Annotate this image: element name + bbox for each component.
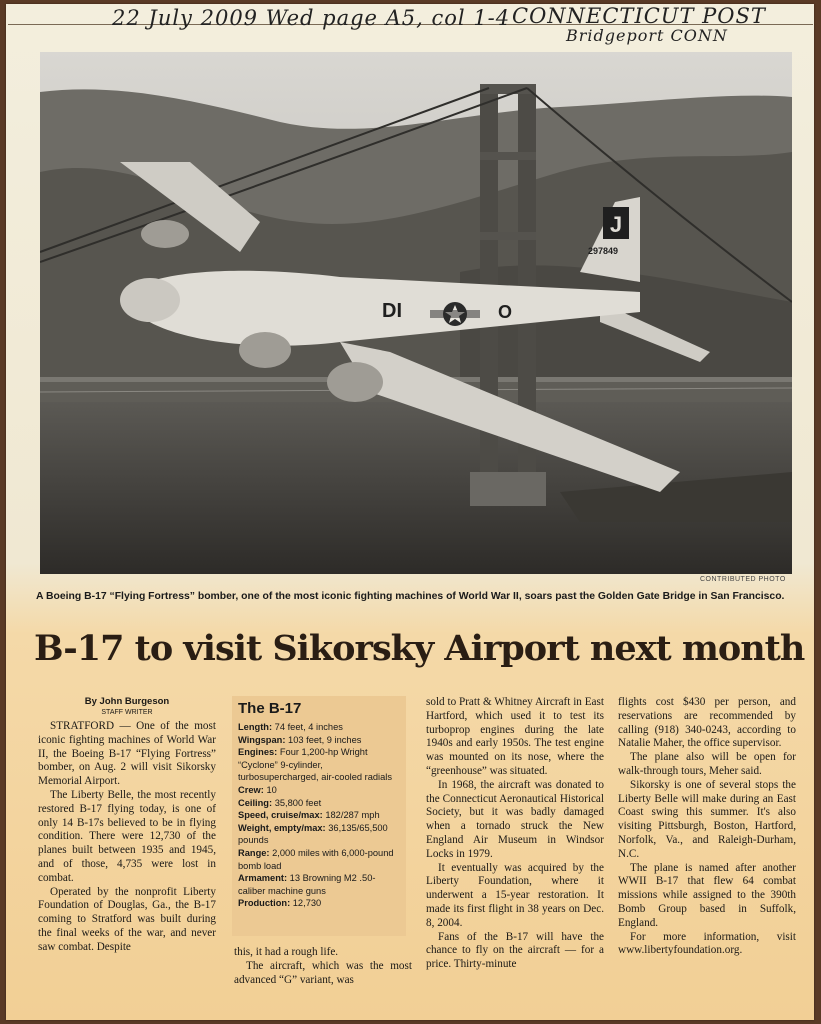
article-paragraph: The Liberty Belle, the most recently restored B-17 flying today, is one of only 14 B-17s believed to be in flying condition. There were 12,730 of the planes built between 1935 and 1945, and of those, 4,735 were lost in combat.: [38, 788, 216, 884]
spec-value: 10: [266, 784, 277, 795]
article-paragraph: Fans of the B-17 will have the chance to fly on the aircraft — for a price. Thirty-minute: [426, 930, 604, 971]
article-paragraph: In 1968, the aircraft was donated to the Connecticut Aeronautical Historical Society, but it was badly damaged when a tornado struck the New England Air Museum in Windsor Locks in 1979.: [426, 778, 604, 860]
spec-label: Wingspan:: [238, 734, 286, 745]
article-paragraph: flights cost $430 per person, and reservations are recommended by calling (918) 340-0243, according to Natalie Maher, the office supervisor.: [618, 696, 796, 750]
spec-label: Range:: [238, 847, 270, 858]
photo-credit: CONTRIBUTED PHOTO: [700, 576, 786, 583]
handwritten-paper-name: CONNECTICUT POST: [512, 4, 766, 28]
spec-item: [238, 784, 400, 797]
spec-item: [238, 872, 400, 897]
article-paragraph: The aircraft, which was the most advanced “G” variant, was: [234, 959, 412, 986]
tail-letter: J: [609, 212, 623, 237]
article-paragraph: For more information, visit www.libertyfoundation.org.: [618, 930, 796, 957]
photo-caption: A Boeing B-17 “Flying Fortress” bomber, one of the most iconic fighting machines of World War II, soars past the Golden Gate Bridge in San Francisco.: [36, 591, 785, 602]
spec-value: Four 1,200-hp Wright “Cyclone” 9-cylinder, turbosupercharged, air-cooled radials: [238, 747, 393, 783]
spec-label: Production:: [238, 898, 291, 909]
article-paragraph: The plane is named after another WWII B-17 that flew 64 combat missions while assigned to the 390th Bomb Group based in Suffolk, England.: [618, 861, 796, 929]
spec-value: 2,000 miles with 6,000-pound bomb load: [238, 847, 394, 871]
article-paragraph: Operated by the nonprofit Liberty Foundation of Douglas, Ga., the B-17 coming to Stratford was built during the final weeks of the war, and never saw combat. Despite: [38, 885, 216, 953]
spec-value: 35,800 feet: [274, 797, 322, 808]
spec-value: 182/287 mph: [325, 810, 380, 821]
headline: B-17 to visit Sikorsky Airport next month: [34, 628, 805, 669]
article-paragraph: sold to Pratt & Whitney Aircraft in East Hartford, which used it to test its turboprop engines during the late 1940s and early 1950s. The test engine was mounted on its nose, where the “greenhouse” was situated.: [426, 696, 604, 777]
byline-title: STAFF WRITER: [101, 709, 153, 716]
tail-serial: 297849: [588, 246, 619, 256]
spec-label: Crew:: [238, 784, 264, 795]
spec-item: [238, 734, 400, 747]
b17-photo: [40, 52, 792, 574]
spec-label: Length:: [238, 722, 273, 732]
article-paragraph: The plane also will be open for walk-through tours, Meher said.: [618, 751, 796, 777]
article-column-4: [618, 696, 796, 958]
article-paragraph: this, it had a rough life.: [234, 946, 339, 958]
spec-label: Armament:: [238, 873, 288, 884]
spec-item: [238, 809, 400, 822]
article-column-2: [234, 946, 412, 987]
handwritten-date-note: 22 July 2009 Wed page A5, col 1-4: [112, 6, 511, 30]
article-paragraph: Sikorsky is one of several stops the Liberty Belle will make during an East Coast swing this summer. It's also visiting Pittsburgh, Boston, Hartford, Norfolk, Va., and Raleigh-Durham, N.C.: [618, 778, 796, 860]
spec-value: 36,135/65,500 pounds: [238, 822, 388, 846]
sidebar-title: The B-17: [238, 700, 302, 717]
spec-label: Weight, empty/max:: [238, 822, 326, 833]
spec-label: Engines:: [238, 747, 278, 758]
b17-photo-illustration: [40, 52, 792, 574]
handwritten-place: Bridgeport CONN: [566, 26, 728, 45]
spec-item: [238, 822, 400, 847]
article-paragraph: It eventually was acquired by the Liberty Foundation, where it underwent a 15-year restoration. It made its first flight in 38 years on Dec. 8, 2004.: [426, 861, 604, 929]
spec-item: [238, 897, 400, 910]
spec-label: Speed, cruise/max:: [238, 810, 323, 821]
spec-item: [238, 721, 400, 734]
article-column-3: [426, 696, 604, 972]
article-paragraph: STRATFORD — One of the most iconic fighting machines of World War II, the Boeing B-17 “Flying Fortress” bomber, on Aug. 2 will visit Sikorsky Memorial Airport.: [38, 720, 216, 788]
spec-value: 74 feet, 4 inches: [274, 722, 343, 732]
spec-item: [238, 797, 400, 810]
b17-specs-sidebar: [232, 696, 406, 936]
spec-value: 13 Browning M2 .50-caliber machine guns: [238, 873, 376, 896]
byline-name: By John Burgeson: [84, 696, 170, 707]
fuselage-code-right: O: [498, 302, 513, 322]
spec-value: 103 feet, 9 inches: [288, 734, 362, 745]
spec-item: [238, 847, 400, 872]
fuselage-code-left: DI: [382, 300, 402, 322]
spec-item: [238, 746, 400, 784]
spec-label: Ceiling:: [238, 797, 273, 808]
spec-value: 12,730: [292, 898, 322, 909]
article-column-1: [38, 696, 216, 955]
